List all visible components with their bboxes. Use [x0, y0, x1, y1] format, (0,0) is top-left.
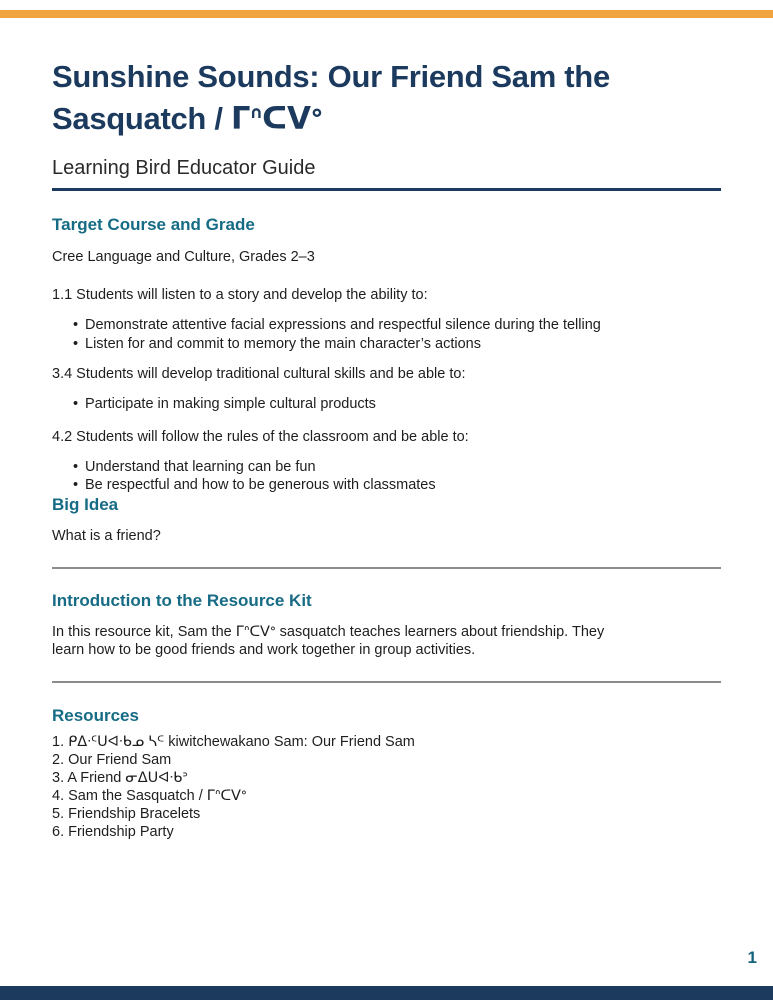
big-idea-text: What is a friend? [52, 527, 161, 544]
introduction-line1: In this resource kit, Sam the ᒥᐢᑕᐯᐤ sasquatch teaches learners about friendship. They [52, 623, 605, 640]
bottom-accent-bar [0, 986, 773, 1000]
outcome-4-2-bullet-list [52, 458, 721, 495]
section-heading-introduction: Introduction to the Resource Kit [52, 590, 312, 610]
document-content [52, 0, 721, 841]
resource-item: 5. Friendship Bracelets [52, 805, 201, 822]
page-number: 1 [747, 948, 757, 967]
section-heading-resources: Resources [52, 705, 139, 725]
resource-item: 1. ᑭᐃᐧᑦᑌᐊᐧᑲᓄ ᓴᒼ kiwitchewakano Sam: Our Friend Sam [52, 733, 415, 750]
section-heading-big-idea: Big Idea [52, 494, 119, 514]
resource-item: 2. Our Friend Sam [52, 751, 172, 768]
section-divider [52, 681, 721, 683]
document-subtitle: Learning Bird Educator Guide [52, 157, 316, 179]
bullet-item: • Understand that learning can be fun [52, 458, 721, 477]
course-and-grade-text: Cree Language and Culture, Grades 2–3 [52, 249, 315, 265]
outcome-statement-4-2: 4.2 Students will follow the rules of the classroom and be able to: [52, 428, 469, 445]
outcome-1-1-bullet-list [52, 316, 721, 353]
bullet-item: • Listen for and commit to memory the main character’s actions [52, 335, 721, 354]
introduction-paragraph [52, 623, 721, 660]
bullet-item: • Participate in making simple cultural products [52, 395, 721, 414]
outcome-statement-3-4: 3.4 Students will develop traditional cultural skills and be able to: [52, 366, 466, 382]
outcome-statement-1-1: 1.1 Students will listen to a story and develop the ability to: [52, 287, 428, 303]
section-heading-target-course: Target Course and Grade [52, 215, 255, 234]
resource-item: 6. Friendship Party [52, 823, 174, 840]
outcome-3-4-bullet-list [52, 395, 721, 414]
introduction-line2: learn how to be good friends and work together in group activities. [52, 642, 476, 658]
bullet-item: • Be respectful and how to be generous with classmates [52, 476, 721, 495]
resource-item: 4. Sam the Sasquatch / ᒥᐢᑕᐯᐤ [52, 787, 247, 804]
document-title-line2: Sasquatch / ᒥᐢᑕᐯᐤ [52, 101, 323, 136]
bullet-item: • Demonstrate attentive facial expressions and respectful silence during the telling [52, 316, 721, 335]
document-title-line1: Sunshine Sounds: Our Friend Sam the [52, 59, 610, 94]
section-divider [52, 567, 721, 569]
document-title [52, 56, 721, 140]
resource-item: 3. A Friend ᓂᐃᑌᐊᐧᑲᐣ [52, 769, 188, 786]
resource-list [52, 733, 721, 841]
title-divider [52, 188, 721, 191]
